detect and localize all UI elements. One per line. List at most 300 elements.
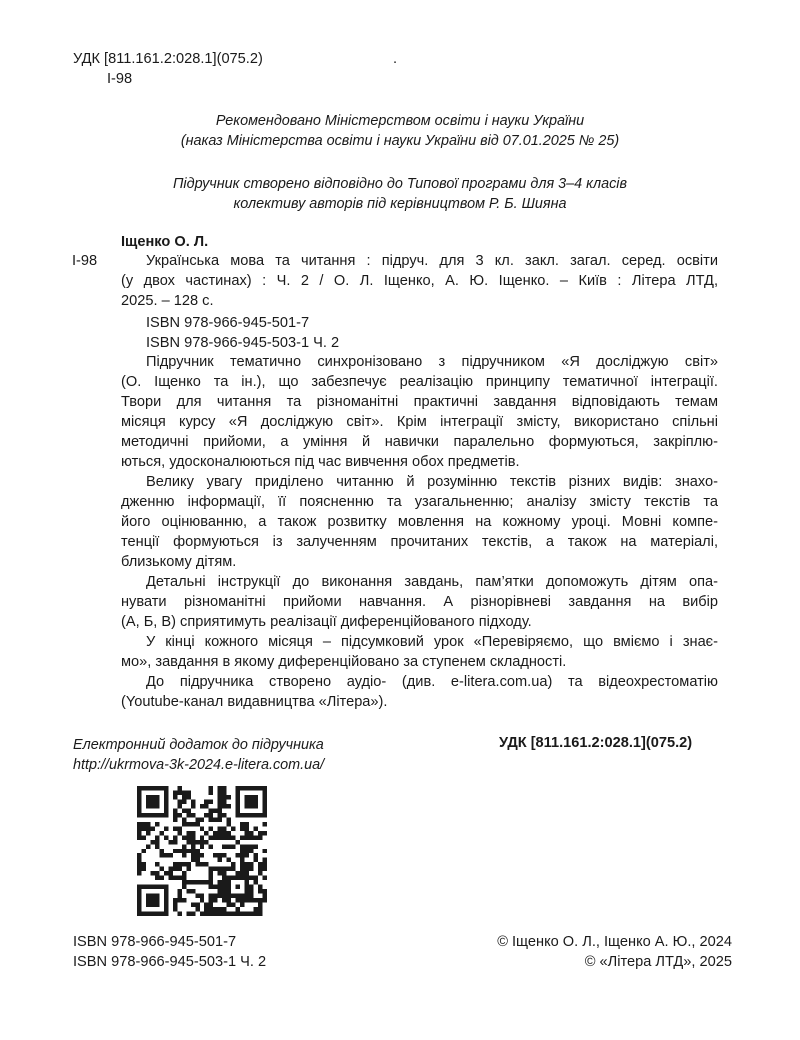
qr-module	[186, 822, 190, 826]
qr-module	[155, 903, 159, 907]
qr-module	[218, 826, 222, 830]
qr-module	[209, 885, 213, 889]
qr-module	[227, 898, 231, 902]
qr-module	[168, 876, 172, 880]
qr-module	[222, 835, 226, 839]
qr-module	[245, 862, 249, 866]
qr-module	[137, 804, 141, 808]
qr-module	[146, 799, 150, 803]
qr-module	[218, 907, 222, 911]
qr-module	[231, 867, 235, 871]
qr-module	[137, 799, 141, 803]
qr-module	[236, 853, 240, 857]
qr-module	[236, 813, 240, 817]
description-line: (у двох частинах) : Ч. 2 / О. Л. Іщенко, А. Ю. Іщенко. – Київ : Літера ЛТД,	[121, 273, 718, 289]
qr-module	[227, 817, 231, 821]
qr-module	[173, 867, 177, 871]
qr-module	[254, 880, 258, 884]
qr-module	[263, 831, 267, 835]
qr-module	[200, 894, 204, 898]
qr-module	[236, 808, 240, 812]
qr-module	[249, 799, 253, 803]
qr-module	[173, 835, 177, 839]
qr-module	[164, 871, 168, 875]
qr-module	[155, 799, 159, 803]
qr-module	[186, 880, 190, 884]
qr-module	[236, 840, 240, 844]
qr-module	[258, 889, 262, 893]
qr-module	[204, 799, 208, 803]
qr-module	[137, 862, 141, 866]
isbn-line: ISBN 978-966-945-503-1 Ч. 2	[146, 335, 340, 351]
qr-module	[231, 912, 235, 916]
qr-module	[222, 867, 226, 871]
qr-module	[204, 903, 208, 907]
qr-module	[218, 790, 222, 794]
qr-module	[177, 813, 181, 817]
qr-module	[258, 898, 262, 902]
qr-module	[155, 813, 159, 817]
catalog-author: Іщенко О. Л.	[121, 234, 209, 250]
qr-module	[236, 876, 240, 880]
qr-module	[222, 844, 226, 848]
qr-module	[186, 813, 190, 817]
qr-module	[240, 853, 244, 857]
qr-module	[213, 894, 217, 898]
abstract-line: дженню інформації, її поясненню та узагальненню; аналізу змісту текстів та	[121, 494, 718, 510]
qr-module	[213, 885, 217, 889]
qr-module	[249, 844, 253, 848]
qr-module	[209, 808, 213, 812]
qr-module	[141, 835, 145, 839]
udk-footer: УДК [811.161.2:028.1](075.2)	[499, 735, 693, 751]
footer-isbn-1: ISBN 978-966-945-501-7	[73, 934, 237, 950]
qr-module	[263, 799, 267, 803]
qr-module	[254, 912, 258, 916]
qr-module	[146, 903, 150, 907]
qr-module	[150, 898, 154, 902]
qr-module	[191, 804, 195, 808]
qr-module	[263, 894, 267, 898]
qr-module	[168, 840, 172, 844]
qr-module	[173, 790, 177, 794]
qr-module	[155, 885, 159, 889]
qr-module	[182, 849, 186, 853]
qr-module	[141, 786, 145, 790]
copyright-publisher: © «Літера ЛТД», 2025	[584, 954, 732, 970]
qr-module	[200, 880, 204, 884]
qr-module	[164, 853, 168, 857]
qr-module	[222, 894, 226, 898]
qr-module	[258, 786, 262, 790]
qr-module	[258, 862, 262, 866]
abstract-line: Велику увагу приділено читанню й розумінню текстів різних видів: знахо-	[146, 474, 718, 490]
qr-module	[263, 862, 267, 866]
qr-module	[240, 876, 244, 880]
qr-module	[236, 799, 240, 803]
abstract-line: нувати різноманітні прийоми навчання. А різнорівневі завдання на вибір	[121, 594, 718, 610]
qr-module	[182, 871, 186, 875]
qr-module	[227, 831, 231, 835]
catalog-mark: І-98	[72, 253, 98, 269]
qr-module	[173, 808, 177, 812]
qr-module	[168, 853, 172, 857]
qr-module	[155, 876, 159, 880]
qr-module	[182, 885, 186, 889]
abstract-line: У кінці кожного місяця – підсумковий урок «Перевіряємо, що вміємо і знає-	[146, 634, 718, 650]
qr-module	[195, 858, 199, 862]
qr-module	[182, 822, 186, 826]
qr-module	[254, 804, 258, 808]
qr-module	[186, 849, 190, 853]
qr-module	[222, 912, 226, 916]
program-note-line-2: колективу авторів під керівництвом Р. Б. Шияна	[233, 196, 567, 212]
qr-module	[218, 808, 222, 812]
qr-module	[146, 844, 150, 848]
qr-module	[227, 844, 231, 848]
author-mark: І-98	[107, 71, 133, 87]
qr-module	[164, 808, 168, 812]
qr-module	[186, 889, 190, 893]
qr-module	[150, 894, 154, 898]
qr-module	[204, 813, 208, 817]
qr-module	[249, 889, 253, 893]
qr-module	[222, 880, 226, 884]
qr-module	[204, 880, 208, 884]
qr-module	[258, 831, 262, 835]
qr-module	[222, 790, 226, 794]
qr-module	[177, 894, 181, 898]
qr-module	[227, 835, 231, 839]
qr-module	[209, 817, 213, 821]
qr-module	[177, 790, 181, 794]
qr-module	[137, 826, 141, 830]
qr-module	[177, 889, 181, 893]
qr-module	[222, 871, 226, 875]
qr-module	[254, 835, 258, 839]
qr-module	[245, 880, 249, 884]
qr-module	[227, 885, 231, 889]
qr-module	[164, 894, 168, 898]
qr-module	[236, 885, 240, 889]
qr-module	[236, 898, 240, 902]
qr-module	[213, 912, 217, 916]
qr-module	[245, 822, 249, 826]
qr-module	[204, 840, 208, 844]
qr-module	[146, 804, 150, 808]
qr-module	[204, 907, 208, 911]
abstract-line: ються, удосконалюються під час вивчення обох предметів.	[121, 454, 520, 470]
qr-module	[249, 804, 253, 808]
approval-line-2: (наказ Міністерства освіти і науки України від 07.01.2025 № 25)	[180, 133, 620, 149]
qr-module	[191, 813, 195, 817]
qr-module	[218, 795, 222, 799]
qr-module	[155, 844, 159, 848]
qr-module	[191, 853, 195, 857]
qr-module	[137, 871, 141, 875]
qr-module	[159, 912, 163, 916]
qr-module	[182, 817, 186, 821]
qr-module	[191, 912, 195, 916]
qr-module	[218, 871, 222, 875]
qr-module	[200, 826, 204, 830]
qr-module	[218, 786, 222, 790]
qr-module	[231, 862, 235, 866]
qr-module	[137, 786, 141, 790]
qr-module	[240, 835, 244, 839]
qr-module	[164, 907, 168, 911]
qr-module	[213, 835, 217, 839]
qr-module	[141, 813, 145, 817]
abstract-line: Детальні інструкції до виконання завдань, пам’ятки допоможуть дітям опа-	[146, 574, 718, 590]
qr-module	[146, 826, 150, 830]
qr-module	[249, 876, 253, 880]
qr-module	[263, 795, 267, 799]
abstract-line: методичні прийоми, а уміння й навички паралельно формуються, закріплю-	[121, 434, 718, 450]
qr-module	[195, 840, 199, 844]
qr-module	[195, 907, 199, 911]
qr-module	[173, 826, 177, 830]
qr-module	[213, 831, 217, 835]
qr-module	[213, 907, 217, 911]
qr-module	[222, 804, 226, 808]
qr-module	[209, 826, 213, 830]
qr-module	[182, 853, 186, 857]
udk-header-dot: .	[393, 51, 398, 67]
qr-module	[213, 867, 217, 871]
qr-module	[204, 912, 208, 916]
qr-module	[150, 885, 154, 889]
qr-module	[182, 799, 186, 803]
qr-module	[137, 790, 141, 794]
qr-module	[249, 894, 253, 898]
qr-module	[222, 786, 226, 790]
qr-module	[191, 822, 195, 826]
abstract-line: близькому дітям.	[121, 554, 237, 570]
qr-module	[236, 912, 240, 916]
qr-module	[191, 840, 195, 844]
qr-module	[263, 858, 267, 862]
qr-module	[195, 822, 199, 826]
qr-module	[155, 912, 159, 916]
qr-module	[249, 849, 253, 853]
qr-module	[249, 898, 253, 902]
qr-module	[245, 826, 249, 830]
qr-module	[258, 903, 262, 907]
qr-module	[249, 867, 253, 871]
qr-module	[186, 867, 190, 871]
qr-module	[191, 880, 195, 884]
qr-module	[191, 799, 195, 803]
qr-module	[209, 813, 213, 817]
qr-module	[263, 804, 267, 808]
qr-module	[218, 817, 222, 821]
qr-module	[240, 867, 244, 871]
qr-module	[150, 903, 154, 907]
qr-module	[227, 894, 231, 898]
qr-module	[249, 786, 253, 790]
abstract-line: місяця курсу «Я досліджую світ». Крім інтеграції змісту, використано спільні	[121, 414, 718, 430]
qr-module	[177, 862, 181, 866]
qr-module	[155, 871, 159, 875]
qr-module	[164, 799, 168, 803]
qr-module	[164, 826, 168, 830]
qr-module	[209, 894, 213, 898]
qr-module	[155, 822, 159, 826]
qr-module	[222, 826, 226, 830]
qr-module	[231, 835, 235, 839]
qr-module	[146, 894, 150, 898]
qr-module	[222, 795, 226, 799]
qr-module	[240, 898, 244, 902]
qr-module	[150, 871, 154, 875]
qr-module	[200, 835, 204, 839]
qr-module	[245, 831, 249, 835]
qr-module	[263, 898, 267, 902]
qr-module	[155, 898, 159, 902]
qr-module	[249, 912, 253, 916]
qr-module	[155, 795, 159, 799]
qr-module	[218, 853, 222, 857]
qr-module	[263, 786, 267, 790]
qr-module	[137, 898, 141, 902]
qr-module	[146, 813, 150, 817]
qr-module	[254, 844, 258, 848]
qr-module	[137, 858, 141, 862]
qr-module	[204, 804, 208, 808]
qr-module	[177, 849, 181, 853]
qr-module	[150, 795, 154, 799]
qr-module	[173, 903, 177, 907]
qr-module	[150, 813, 154, 817]
electronic-supplement-url[interactable]: http://ukrmova-3k-2024.e-litera.com.ua/	[73, 757, 325, 773]
qr-module	[204, 831, 208, 835]
qr-module	[137, 795, 141, 799]
qr-module	[150, 826, 154, 830]
qr-module	[200, 912, 204, 916]
qr-module	[177, 912, 181, 916]
qr-module	[177, 898, 181, 902]
qr-module	[222, 876, 226, 880]
qr-module	[222, 799, 226, 803]
qr-module	[227, 795, 231, 799]
qr-module	[213, 817, 217, 821]
qr-module	[200, 898, 204, 902]
qr-module	[254, 858, 258, 862]
qr-module	[236, 871, 240, 875]
qr-module	[182, 795, 186, 799]
qr-module	[263, 822, 267, 826]
qr-module	[137, 835, 141, 839]
qr-module	[249, 795, 253, 799]
qr-module	[254, 876, 258, 880]
isbn-line: ISBN 978-966-945-501-7	[146, 315, 310, 331]
qr-module	[155, 840, 159, 844]
qr-module	[164, 813, 168, 817]
qr-module	[218, 867, 222, 871]
qr-module	[236, 907, 240, 911]
abstract-line: (А, Б, В) сприятимуть реалізації диференційованого підходу.	[121, 614, 532, 630]
qr-module	[222, 813, 226, 817]
qr-module	[155, 894, 159, 898]
qr-module	[141, 885, 145, 889]
qr-module	[137, 831, 141, 835]
qr-module	[164, 835, 168, 839]
qr-module	[137, 822, 141, 826]
qr-module	[173, 898, 177, 902]
qr-module	[218, 804, 222, 808]
qr-module	[218, 835, 222, 839]
qr-module	[218, 831, 222, 835]
qr-module	[186, 835, 190, 839]
udk-header: УДК [811.161.2:028.1](075.2)	[73, 51, 263, 67]
qr-module	[137, 885, 141, 889]
qr-module	[195, 862, 199, 866]
qr-module	[137, 867, 141, 871]
qr-module	[258, 867, 262, 871]
qr-module	[222, 907, 226, 911]
qr-module	[177, 876, 181, 880]
qr-code[interactable]	[137, 786, 267, 916]
copyright-authors: © Іщенко О. Л., Іщенко А. Ю., 2024	[497, 934, 732, 950]
qr-module	[182, 876, 186, 880]
qr-module	[222, 885, 226, 889]
qr-module	[249, 813, 253, 817]
qr-module	[240, 826, 244, 830]
qr-module	[245, 894, 249, 898]
qr-module	[177, 804, 181, 808]
qr-module	[173, 862, 177, 866]
qr-module	[182, 880, 186, 884]
qr-module	[177, 826, 181, 830]
abstract-line: Твори для читання та різноманітні практичні завдання відповідають темам	[121, 394, 718, 410]
qr-module	[141, 862, 145, 866]
qr-module	[209, 790, 213, 794]
qr-module	[146, 786, 150, 790]
qr-module	[182, 835, 186, 839]
qr-module	[150, 804, 154, 808]
qr-module	[245, 804, 249, 808]
qr-module	[164, 786, 168, 790]
qr-module	[236, 894, 240, 898]
qr-module	[209, 903, 213, 907]
qr-module	[245, 795, 249, 799]
qr-module	[186, 795, 190, 799]
qr-module	[191, 903, 195, 907]
qr-module	[245, 898, 249, 902]
qr-module	[209, 907, 213, 911]
qr-module	[159, 831, 163, 835]
qr-module	[222, 898, 226, 902]
qr-module	[240, 858, 244, 862]
qr-module	[200, 862, 204, 866]
qr-module	[195, 817, 199, 821]
qr-module	[182, 808, 186, 812]
qr-module	[191, 889, 195, 893]
qr-module	[150, 799, 154, 803]
qr-module	[209, 880, 213, 884]
qr-module	[204, 862, 208, 866]
qr-module	[263, 876, 267, 880]
qr-module	[173, 876, 177, 880]
qr-module	[191, 835, 195, 839]
qr-module	[177, 799, 181, 803]
qr-module	[245, 867, 249, 871]
qr-module	[258, 907, 262, 911]
qr-module	[195, 903, 199, 907]
qr-module	[249, 835, 253, 839]
abstract-line: Підручник тематично синхронізовано з підручником «Я досліджую світ»	[146, 354, 718, 370]
